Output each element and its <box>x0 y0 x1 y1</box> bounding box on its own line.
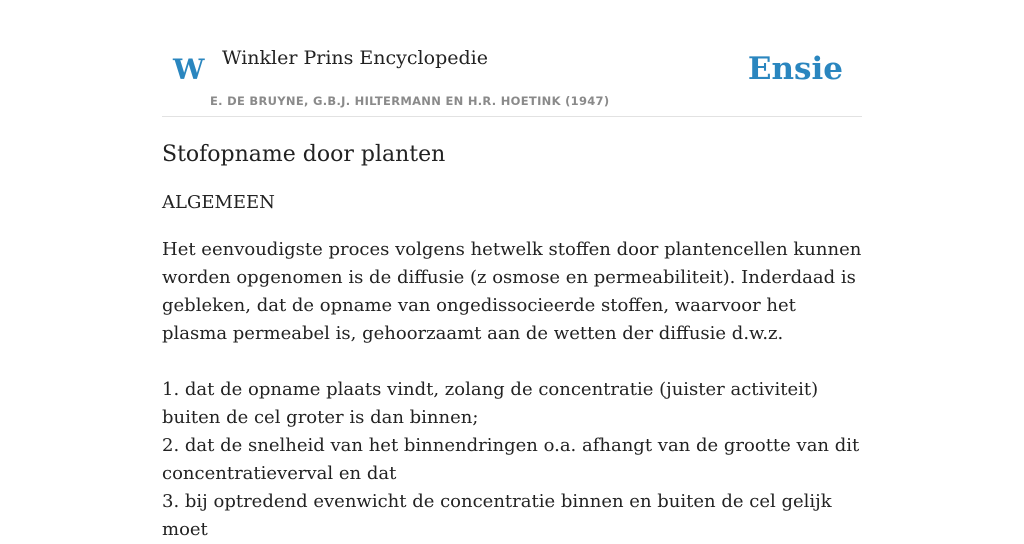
site-header <box>162 0 862 117</box>
list-item: 3. bij optredend evenwicht de concentratie binnen en buiten de cel gelijk moet <box>162 491 832 540</box>
winkler-prins-logo[interactable]: W <box>173 53 205 86</box>
section-heading: ALGEMEEN <box>162 192 275 213</box>
paragraph-gap <box>162 348 862 376</box>
list-item: 2. dat de snelheid van het binnendringen o.a. afhangt van de grootte van dit concentratieverval en dat <box>162 435 860 484</box>
ensie-logo-link[interactable]: Ensie <box>747 51 843 87</box>
article <box>162 138 862 544</box>
publication-authors: E. DE BRUYNE, G.B.J. HILTERMANN EN H.R. HOETINK (1947) <box>210 94 610 108</box>
publication-title[interactable]: Winkler Prins Encyclopedie <box>222 47 488 69</box>
list-item: 1. dat de opname plaats vindt, zolang de concentratie (juister activiteit) buiten de cel groter is dan binnen; <box>162 379 819 428</box>
article-body <box>162 236 862 544</box>
intro-paragraph: Het eenvoudigste proces volgens hetwelk stoffen door plantencellen kunnen worden opgenomen is de diffusie (z osmose en permeabiliteit). Inderdaad is gebleken, dat de opname van ongedissocieerde stoffen, waarvoor het plasma permeabel is, gehoorzaamt aan de wetten der diffusie d.w.z. <box>162 239 862 344</box>
article-title: Stofopname door planten <box>162 142 446 167</box>
